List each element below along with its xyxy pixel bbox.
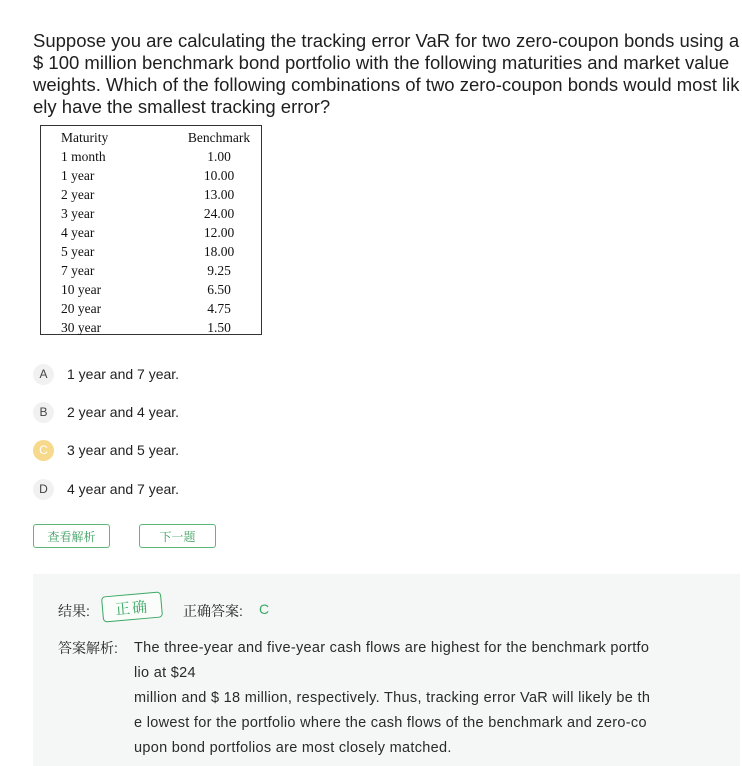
maturity-cell: 1 year [61,168,95,183]
table-row [41,299,261,318]
benchmark-table [40,125,262,335]
benchmark-cell: 13.00 [203,187,235,202]
option-b-text: 2 year and 4 year. [67,404,180,420]
correct-answer-label: 正确答案: [183,603,243,619]
benchmark-cell: 24.00 [203,206,235,221]
maturity-cell: 7 year [61,263,95,278]
table-row [41,280,261,299]
table-row [41,185,261,204]
option-c-badge-selected: C [33,440,54,461]
benchmark-cell: 4.75 [207,301,231,316]
header-benchmark: Benchmark [187,130,251,145]
explanation-line: lio at $24 [134,665,196,681]
explanation-line: upon bond portfolios are most closely matched. [134,740,452,756]
explanation-line: The three-year and five-year cash flows are highest for the benchmark portfo [134,640,650,656]
benchmark-cell: 9.25 [207,263,231,278]
table-row [41,242,261,261]
table-row [41,166,261,185]
maturity-cell: 2 year [61,187,95,202]
option-b-badge: B [33,402,54,423]
option-d-badge: D [33,479,54,500]
table-row [41,147,261,166]
view-analysis-button[interactable]: 查看解析 [33,524,110,548]
maturity-cell: 10 year [61,282,102,297]
benchmark-cell: 18.00 [203,244,235,259]
benchmark-cell: 1.00 [207,149,231,164]
maturity-cell: 5 year [61,244,95,259]
next-question-button[interactable]: 下一题 [139,524,216,548]
option-d[interactable] [33,477,433,501]
option-a-text: 1 year and 7 year. [67,366,180,382]
maturity-cell: 1 month [61,149,106,164]
explanation-label: 答案解析: [58,640,118,656]
maturity-cell: 30 year [61,320,102,335]
table-row [41,261,261,280]
benchmark-cell: 1.50 [207,320,231,335]
benchmark-cell: 12.00 [203,225,235,240]
explanation-line: million and $ 18 million, respectively. Thus, tracking error VaR will likely be th [134,690,651,706]
table-row [41,204,261,223]
result-panel [33,574,740,766]
option-d-text: 4 year and 7 year. [67,481,180,497]
question-text: Suppose you are calculating the tracking error VaR for two zero-coupon bonds using a $ 100 million benchmark bond portfolio with the following maturities and market value weights. Which of the following combinations of two zero-coupon bonds would most likely have the smallest tracking error? [33,30,740,117]
table-row [41,318,261,337]
correct-stamp: 正确 [101,591,163,622]
option-a[interactable] [33,362,433,386]
benchmark-cell: 6.50 [207,282,231,297]
option-c-text: 3 year and 5 year. [67,442,180,458]
maturity-cell: 3 year [61,206,95,221]
correct-answer-value: C [259,601,270,617]
benchmark-cell: 10.00 [203,168,235,183]
option-b[interactable] [33,400,433,424]
maturity-cell: 20 year [61,301,102,316]
option-c[interactable] [33,438,433,462]
table-header-row [41,128,261,147]
table-row [41,223,261,242]
maturity-cell: 4 year [61,225,95,240]
explanation-text [134,636,694,761]
explanation-line: e lowest for the portfolio where the cash flows of the benchmark and zero-co [134,715,647,731]
result-label: 结果: [58,603,90,619]
option-a-badge: A [33,364,54,385]
header-maturity: Maturity [61,130,109,145]
